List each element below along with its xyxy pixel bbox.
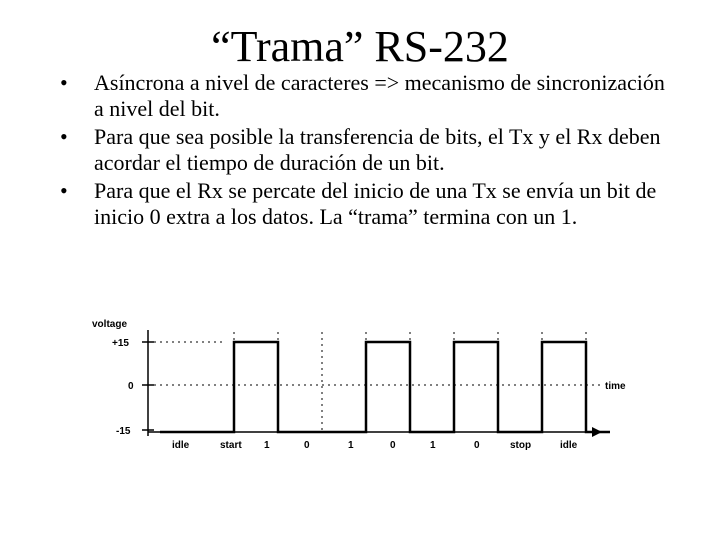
bit-label: idle [172, 440, 190, 451]
bullet-text: Para que el Rx se percate del inicio de una Tx se envía un bit de inicio 0 extra a los datos. La “trama” termina con un 1. [94, 178, 657, 229]
bullet-text: Para que sea posible la transferencia de bits, el Tx y el Rx deben acordar el tiempo de duración de un bit. [94, 124, 661, 175]
bit-labels [172, 440, 578, 451]
bit-label: 0 [474, 440, 480, 451]
bit-label: stop [510, 440, 532, 451]
bit-label: start [220, 440, 242, 451]
bit-label: 1 [264, 440, 270, 451]
y-tick-label: +15 [112, 338, 129, 349]
bit-label: 1 [348, 440, 354, 451]
bullet-text: Asíncrona a nivel de caracteres => mecanismo de sincronización a nivel del bit. [94, 70, 665, 121]
bullet-dot-icon: • [60, 70, 68, 95]
bullet-item [60, 124, 680, 176]
bit-label: 0 [390, 440, 396, 451]
bullet-item [60, 178, 680, 230]
bullet-dot-icon: • [60, 178, 68, 203]
bullet-item [60, 70, 680, 122]
bit-label: 1 [430, 440, 436, 451]
bit-label: 0 [304, 440, 310, 451]
y-tick-label: -15 [116, 426, 131, 437]
bit-label: idle [560, 440, 578, 451]
x-axis-label: time [605, 381, 626, 392]
y-tick-label: 0 [128, 381, 134, 392]
y-axis-label: voltage [92, 319, 128, 330]
bullet-dot-icon: • [60, 124, 68, 149]
rs232-frame-diagram [80, 310, 640, 460]
bullet-list [60, 70, 680, 230]
slide-title: “Trama” RS-232 [211, 22, 509, 71]
signal-waveform [160, 342, 610, 432]
